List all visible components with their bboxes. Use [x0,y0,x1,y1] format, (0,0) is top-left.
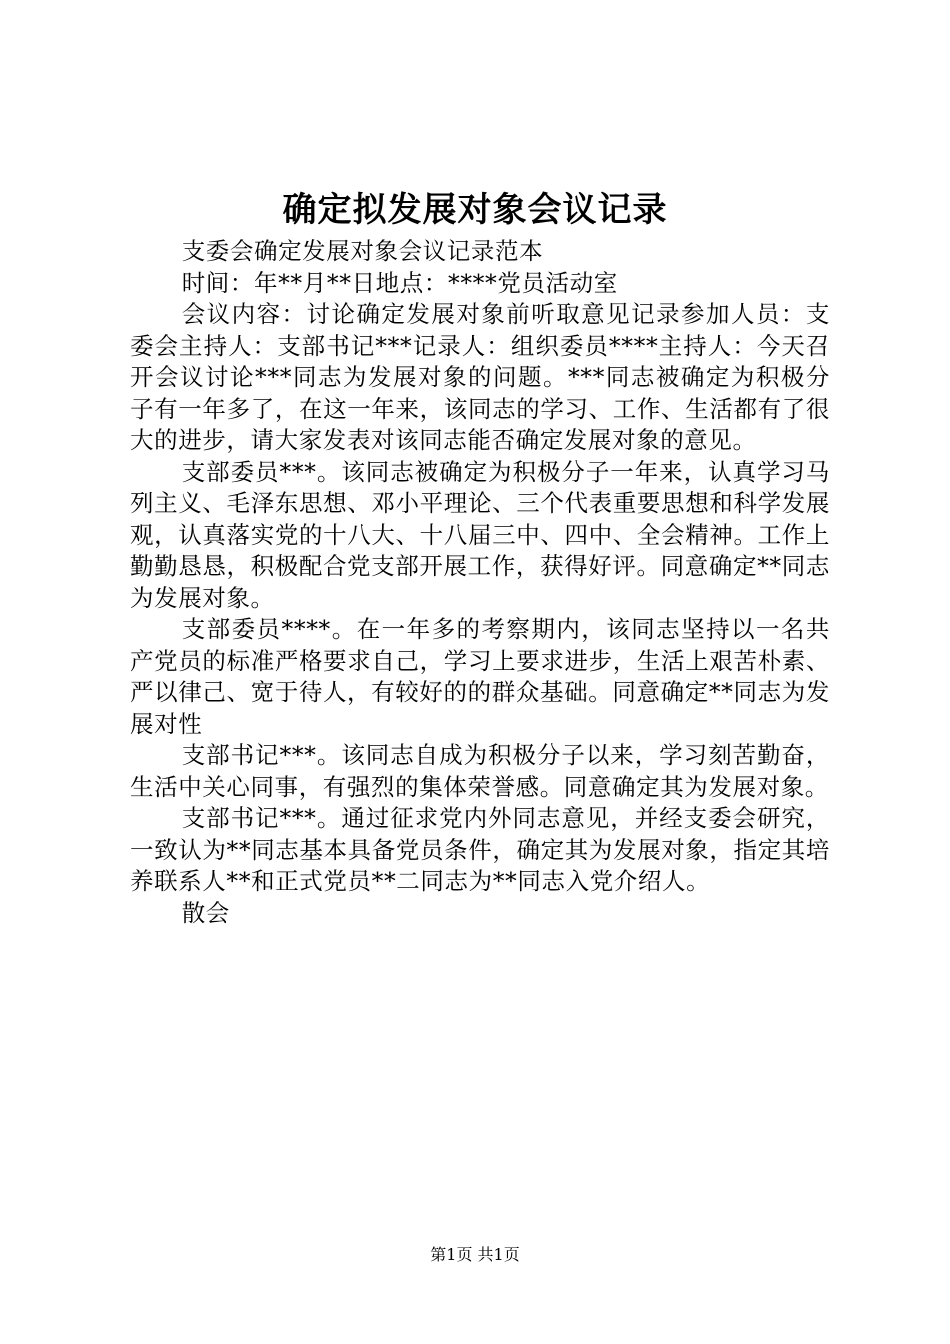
document-body [130,236,830,929]
paragraph-subtitle: 支委会确定发展对象会议记录范本 [181,237,544,265]
paragraph-branch-secretary-2: 支部书记***。通过征求党内外同志意见，并经支委会研究，一致认为**同志基本具备党员条件，确定其为发展对象，指定其培养联系人**和正式党员**二同志为**同志入党介绍人。 [130,804,830,895]
page-footer: 第1页 共1页 [430,1245,520,1264]
paragraph-committee-member-2: 支部委员****。在一年多的考察期内，该同志坚持以一名共产党员的标准严格要求自己，学习上要求进步，生活上艰苦朴素、严以律己、宽于待人，有较好的的群众基础。同意确定**同志为发展对性 [130,615,830,738]
paragraph-time-location: 时间：年**月**日地点：****党员活动室 [181,268,618,297]
document-title: 确定拟发展对象会议记录 [282,190,668,230]
paragraph-branch-secretary-1: 支部书记***。该同志自成为积极分子以来，学习刻苦勤奋，生活中关心同事，有强烈的集体荣誉感。同意确定其为发展对象。 [130,741,830,801]
paragraph-adjourn: 散会 [181,898,230,927]
paragraph-committee-member-1: 支部委员***。该同志被确定为积极分子一年来，认真学习马列主义、毛泽东思想、邓小平理论、三个代表重要思想和科学发展观，认真落实党的十八大、十八届三中、四中、全会精神。工作上勤勤恳恳，积极配合党支部开展工作，获得好评。同意确定**同志为发展对象。 [130,457,830,612]
paragraph-meeting-content: 会议内容：讨论确定发展对象前听取意见记录参加人员：支委会主持人：支部书记***记录人：组织委员****主持人：今天召开会议讨论***同志为发展对象的问题。***同志被确定为积极分子有一年多了，在这一年来，该同志的学习、工作、生活都有了很大的进步，请大家发表对该同志能否确定发展对象的意见。 [130,300,830,454]
